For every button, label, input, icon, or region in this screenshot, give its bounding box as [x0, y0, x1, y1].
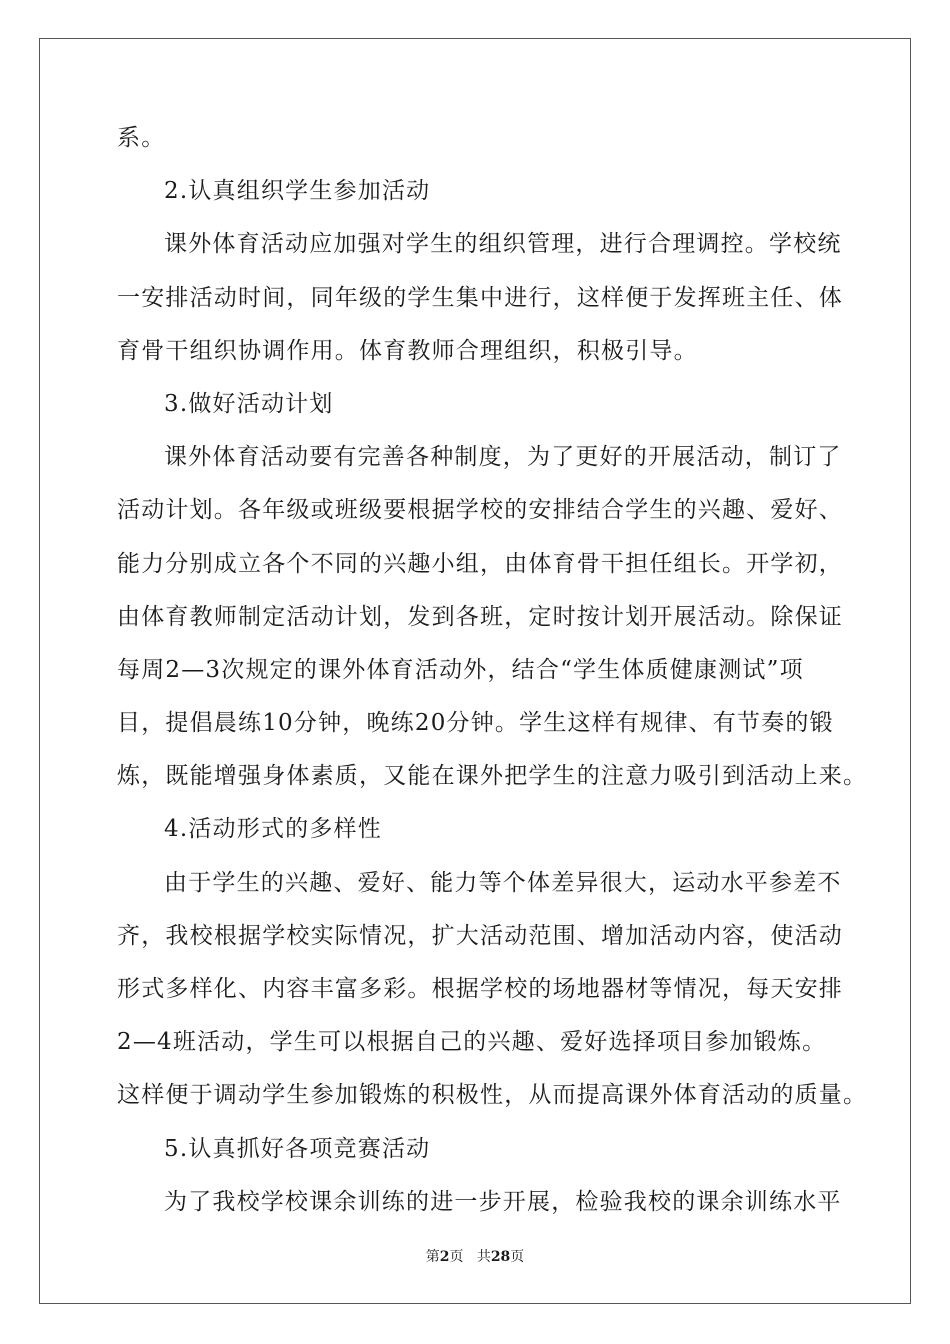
page-label-prefix: 第	[425, 1249, 440, 1265]
paragraph-line: 2.认真组织学生参加活动	[164, 178, 431, 205]
paragraph-line: 系。	[117, 125, 166, 151]
document-body	[117, 124, 868, 1241]
paragraph-line: 育骨干组织协调作用。体育教师合理组织，积极引导。	[117, 337, 698, 364]
paragraph-line: 一安排活动时间，同年级的学生集中进行，这样便于发挥班主任、体	[117, 284, 843, 311]
paragraph-line: 课外体育活动要有完善各种制度，为了更好的开展活动，制订了	[164, 444, 842, 471]
paragraph-line: 这样便于调动学生参加锻炼的积极性，从而提高课外体育活动的质量。	[117, 1082, 868, 1109]
paragraph-line: 炼，既能增强身体素质，又能在课外把学生的注意力吸引到活动上来。	[117, 763, 868, 790]
paragraph-line: 形式多样化、内容丰富多彩。根据学校的场地器材等情况，每天安排	[117, 976, 843, 1002]
paragraph-line: 能力分别成立各个不同的兴趣小组，由体育骨干担任组长。开学初，	[117, 550, 843, 577]
page-footer	[0, 1248, 950, 1266]
total-label-prefix: 共	[476, 1249, 491, 1265]
paragraph-line: 由于学生的兴趣、爱好、能力等个体差异很大，运动水平参差不	[164, 869, 842, 896]
total-pages: 28	[490, 1249, 511, 1265]
paragraph-line: 为了我校学校课余训练的进一步开展，检验我校的课余训练水平	[164, 1188, 842, 1215]
paragraph-line: 课外体育活动应加强对学生的组织管理，进行合理调控。学校统	[164, 231, 842, 258]
paragraph-line: 每周2—3次规定的课外体育活动外，结合“学生体质健康测试”项	[117, 656, 804, 683]
page-number: 2	[439, 1249, 450, 1265]
paragraph-line: 活动计划。各年级或班级要根据学校的安排结合学生的兴趣、爱好、	[117, 497, 843, 524]
page-label-suffix: 页	[449, 1249, 464, 1265]
paragraph-line: 2—4班活动，学生可以根据自己的兴趣、爱好选择项目参加锻炼。	[117, 1029, 827, 1056]
paragraph-line: 5.认真抓好各项竞赛活动	[164, 1135, 431, 1162]
paragraph-line: 由体育教师制定活动计划，发到各班，定时按计划开展活动。除保证	[117, 603, 843, 630]
paragraph-line: 目，提倡晨练10分钟，晚练20分钟。学生这样有规律、有节奏的锻	[117, 710, 834, 737]
paragraph-line: 齐，我校根据学校实际情况，扩大活动范围、增加活动内容，使活动	[117, 922, 843, 949]
total-label-suffix: 页	[510, 1249, 525, 1265]
paragraph-line: 3.做好活动计划	[164, 390, 334, 417]
paragraph-line: 4.活动形式的多样性	[164, 816, 382, 843]
